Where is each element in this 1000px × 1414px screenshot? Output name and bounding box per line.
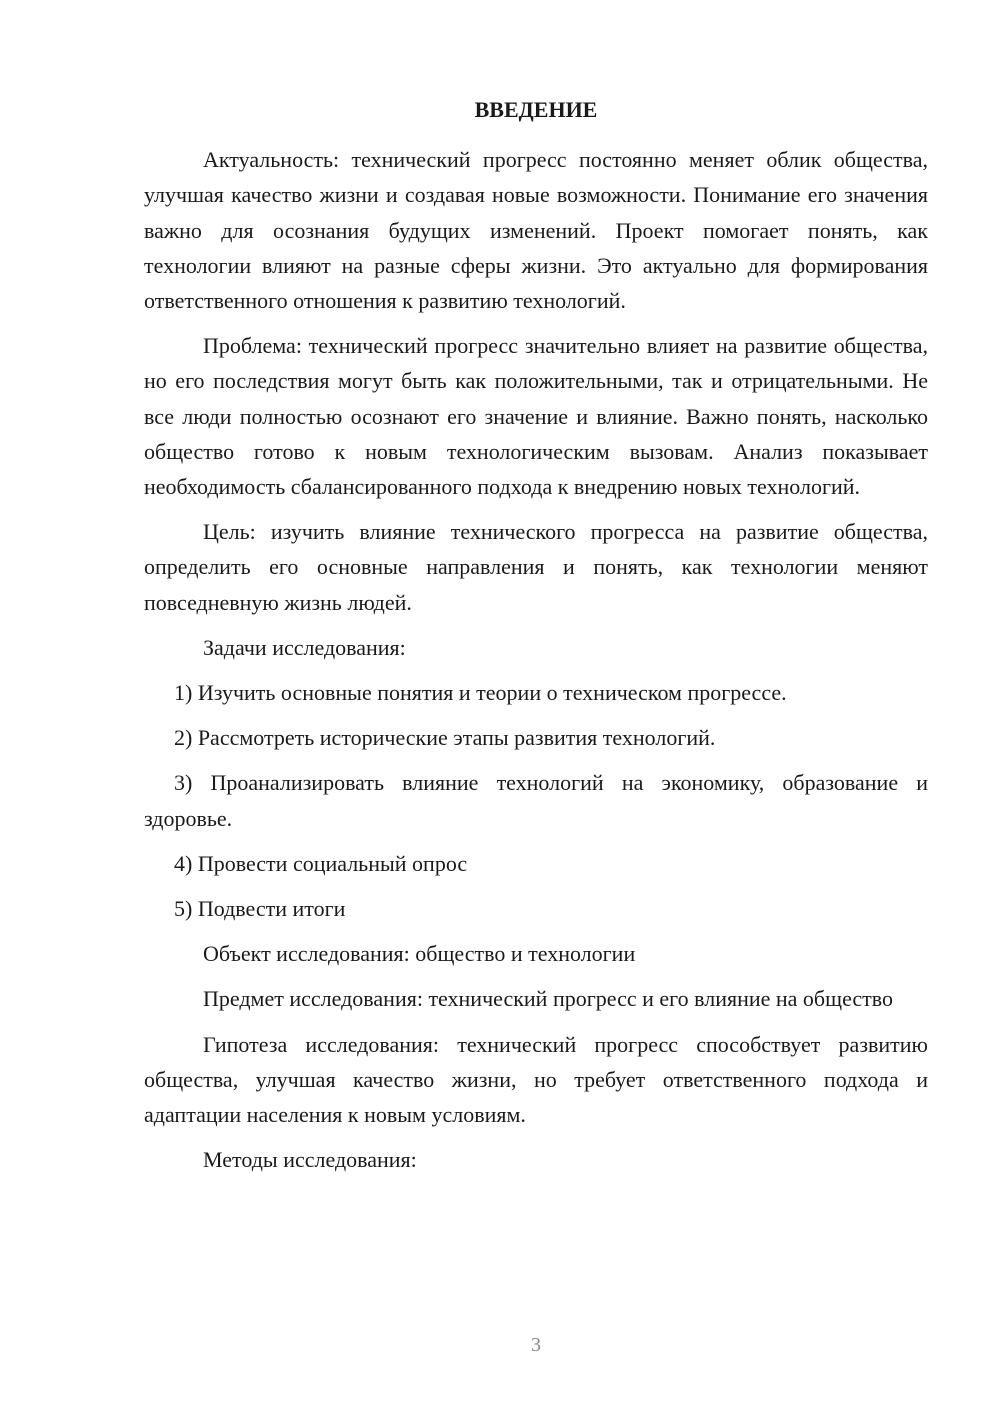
task-item-1: 1) Изучить основные понятия и теории о техническом прогрессе.	[174, 680, 787, 706]
task-item-5: 5) Подвести итоги	[174, 896, 346, 922]
paragraph-relevance: Актуальность: технический прогресс постоянно меняет облик общества, улучшая качество жизни и создавая новые возможности. Понимание его значения важно для осознания будущих изменений. Проект помогает понять, как технологии влияют на разные сферы жизни. Это актуально для формирования ответственного отношения к развитию технологий.	[144, 147, 928, 314]
task-item-3: 3) Проанализировать влияние технологий на экономику, образование и здоровье.	[144, 770, 928, 831]
task-item-2: 2) Рассмотреть исторические этапы развития технологий.	[174, 725, 716, 751]
paragraph-methods: Методы исследования:	[203, 1147, 417, 1173]
page-number: 3	[531, 1334, 541, 1356]
page-title: ВВЕДЕНИЕ	[474, 97, 598, 122]
paragraph-goal: Цель: изучить влияние технического прогресса на развитие общества, определить его основные направления и понять, как технологии меняют повседневную жизнь людей.	[144, 519, 928, 615]
paragraph-subject: Предмет исследования: технический прогресс и его влияние на общество	[203, 986, 893, 1012]
task-item-4: 4) Провести социальный опрос	[174, 850, 468, 876]
paragraph-problem: Проблема: технический прогресс значительно влияет на развитие общества, но его последствия могут быть как положительными, так и отрицательными. Не все люди полностью осознают его значение и влияние. Важно понять, насколько общество готово к новым технологическим вызовам. Анализ показывает необходимость сбалансированного подхода к внедрению новых технологий.	[144, 333, 928, 500]
paragraph-hypothesis: Гипотеза исследования: технический прогресс способствует развитию общества, улучшая качество жизни, но требует ответственного подхода и адаптации населения к новым условиям.	[144, 1031, 928, 1128]
paragraph-tasks-heading: Задачи исследования:	[203, 634, 406, 660]
paragraph-object: Объект исследования: общество и технологии	[203, 941, 636, 967]
document-page	[144, 92, 928, 1187]
